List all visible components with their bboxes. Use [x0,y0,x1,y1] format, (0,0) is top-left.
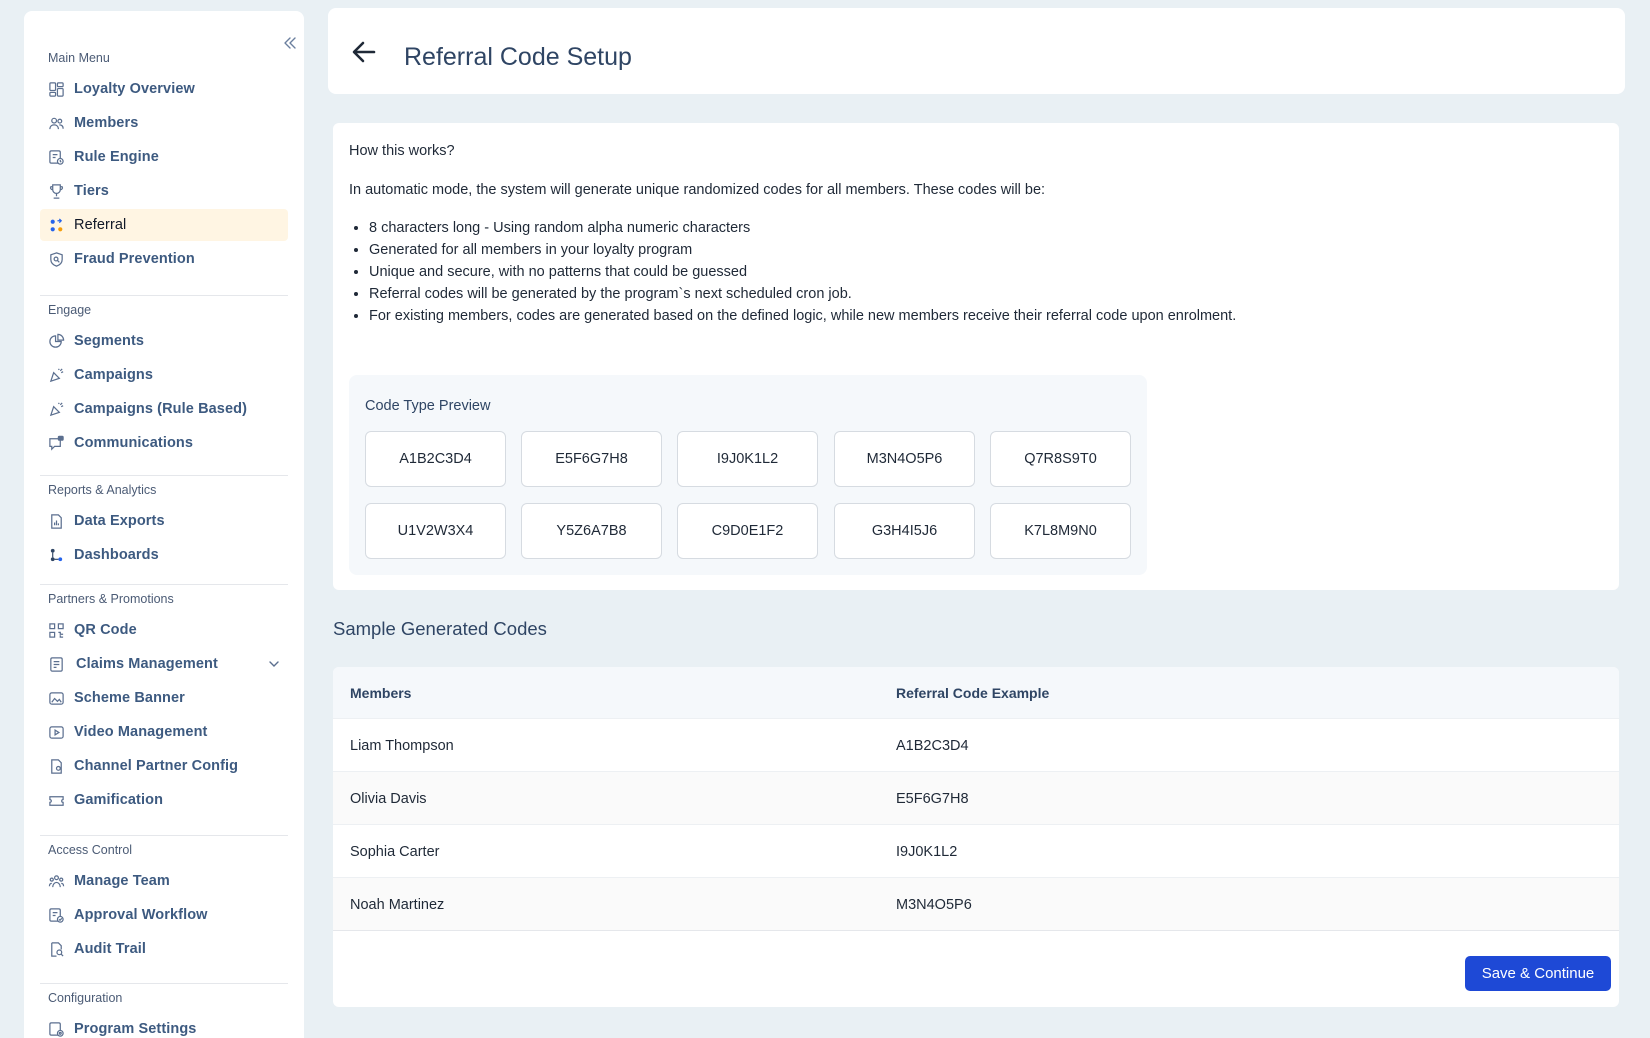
sidebar-item-label: Claims Management [76,656,218,672]
sidebar-item-claims-management[interactable] [40,648,288,680]
chat-icon [47,434,65,452]
how-it-works-list [369,219,1236,329]
sidebar-item-manage-team[interactable] [40,865,288,897]
sidebar [24,11,304,1038]
table-row [333,718,1619,771]
code-type-preview [349,375,1147,575]
sidebar-item-label: Campaigns (Rule Based) [74,401,248,417]
dashboard-grid-icon [47,80,65,98]
sidebar-item-label: Campaigns [74,367,154,383]
how-it-works-intro: In automatic mode, the system will generate unique randomized codes for all members. These codes will be: [349,182,1046,198]
code-preview-chip: Q7R8S9T0 [990,431,1131,487]
how-it-works-title: How this works? [349,143,455,159]
sidebar-item-rule-engine[interactable] [40,141,288,173]
sidebar-item-approval-workflow[interactable] [40,899,288,931]
column-header-referral-code: Referral Code Example [896,685,1050,701]
sidebar-item-label: Loyalty Overview [74,81,195,97]
chevron-down-icon[interactable] [266,656,282,672]
sidebar-item-label: Fraud Prevention [74,251,195,267]
sidebar-item-loyalty-overview[interactable] [40,73,288,105]
sidebar-item-audit-trail[interactable] [40,933,288,965]
sidebar-item-qr-code[interactable] [40,614,288,646]
team-icon [47,872,65,890]
sidebar-item-gamification[interactable] [40,784,288,816]
sidebar-item-label: Dashboards [74,547,159,563]
sidebar-item-channel-partner-config[interactable] [40,750,288,782]
referral-code-cell: E5F6G7H8 [896,791,969,807]
trophy-icon [47,182,65,200]
divider [40,584,288,585]
referral-code-cell: M3N4O5P6 [896,897,972,913]
sidebar-item-data-exports[interactable] [40,505,288,537]
sidebar-item-label: QR Code [74,622,137,638]
sidebar-item-referral[interactable] [40,209,288,241]
code-preview-chip: I9J0K1L2 [677,431,818,487]
section-label-access: Access Control [48,843,133,857]
referral-code-cell: A1B2C3D4 [896,738,969,754]
sidebar-item-members[interactable] [40,107,288,139]
list-item: • Referral codes will be generated by the program`s next scheduled cron job. [369,285,1236,307]
sidebar-item-scheme-banner[interactable] [40,682,288,714]
rule-engine-icon [47,148,65,166]
file-chart-icon [47,512,65,530]
nodes-icon [47,546,65,564]
approval-icon [47,906,65,924]
document-icon [47,655,65,673]
code-preview-chip: A1B2C3D4 [365,431,506,487]
sidebar-item-dashboards[interactable] [40,539,288,571]
code-preview-chip: K7L8M9N0 [990,503,1131,559]
sidebar-item-label: Program Settings [74,1021,197,1037]
section-label-configuration: Configuration [48,991,123,1005]
sidebar-item-label: Tiers [74,183,109,199]
sidebar-item-video-management[interactable] [40,716,288,748]
how-it-works-card [333,123,1619,590]
qr-code-icon [47,621,65,639]
sidebar-item-campaigns-rule-based[interactable] [40,393,288,425]
divider [40,295,288,296]
double-chevron-left-icon [282,35,298,51]
sidebar-item-label: Video Management [74,724,208,740]
sidebar-item-communications[interactable] [40,427,288,459]
sidebar-item-label: Gamification [74,792,164,808]
list-item: • 8 characters long - Using random alpha numeric characters [369,219,1236,241]
image-icon [47,689,65,707]
referral-code-cell: I9J0K1L2 [896,844,958,860]
page-header [328,8,1625,94]
table-row [333,771,1619,824]
sidebar-item-label: Segments [74,333,145,349]
code-preview-chip: U1V2W3X4 [365,503,506,559]
list-item: • For existing members, codes are generated based on the defined logic, while new members receive their referral code upon enrolment. [369,307,1236,329]
member-name-cell: Noah Martinez [350,897,445,913]
save-continue-button[interactable]: Save & Continue [1465,956,1611,991]
ticket-icon [47,791,65,809]
sidebar-item-label: Rule Engine [74,149,159,165]
pie-chart-icon [47,332,65,350]
member-name-cell: Sophia Carter [350,844,440,860]
section-label-reports: Reports & Analytics [48,483,157,497]
code-preview-chip: Y5Z6A7B8 [521,503,662,559]
sidebar-item-label: Approval Workflow [74,907,208,923]
section-label-engage: Engage [48,303,92,317]
sidebar-item-label: Members [74,115,139,131]
code-preview-chip: G3H4I5J6 [834,503,975,559]
table-row [333,824,1619,877]
table-header [333,667,1619,718]
sidebar-item-program-settings[interactable] [40,1013,288,1038]
settings-icon [47,1020,65,1038]
sidebar-item-label: Referral [74,217,127,233]
sidebar-item-label: Scheme Banner [74,690,185,706]
megaphone-icon [47,366,65,384]
back-arrow-icon[interactable] [350,38,378,66]
list-item: • Generated for all members in your loyalty program [369,241,1236,263]
sample-codes-title: Sample Generated Codes [333,618,547,639]
audit-search-icon [47,940,65,958]
list-item: • Unique and secure, with no patterns that could be guessed [369,263,1236,285]
sidebar-item-label: Manage Team [74,873,170,889]
megaphone-icon [47,400,65,418]
divider [333,930,1619,931]
video-icon [47,723,65,741]
member-name-cell: Liam Thompson [350,738,454,754]
divider [40,475,288,476]
divider [40,835,288,836]
sidebar-item-label: Audit Trail [74,941,146,957]
sample-codes-table [333,667,1619,1007]
sidebar-item-campaigns[interactable] [40,359,288,391]
shield-search-icon [47,250,65,268]
code-type-preview-title: Code Type Preview [365,398,491,414]
page-title: Referral Code Setup [404,43,632,71]
code-preview-chip: M3N4O5P6 [834,431,975,487]
sidebar-item-fraud-prevention[interactable] [40,243,288,275]
code-preview-chip: E5F6G7H8 [521,431,662,487]
sidebar-item-tiers[interactable] [40,175,288,207]
collapse-sidebar-button[interactable] [278,33,302,53]
divider [40,983,288,984]
referral-icon [47,216,65,234]
file-config-icon [47,757,65,775]
users-icon [47,114,65,132]
table-row [333,877,1619,930]
code-preview-chip: C9D0E1F2 [677,503,818,559]
sidebar-item-label: Communications [74,435,194,451]
sidebar-item-label: Data Exports [74,513,165,529]
sidebar-item-label: Channel Partner Config [74,758,239,774]
member-name-cell: Olivia Davis [350,791,427,807]
section-label-partners: Partners & Promotions [48,592,174,606]
column-header-members: Members [350,685,412,701]
sidebar-item-segments[interactable] [40,325,288,357]
section-label-main-menu: Main Menu [48,51,110,65]
